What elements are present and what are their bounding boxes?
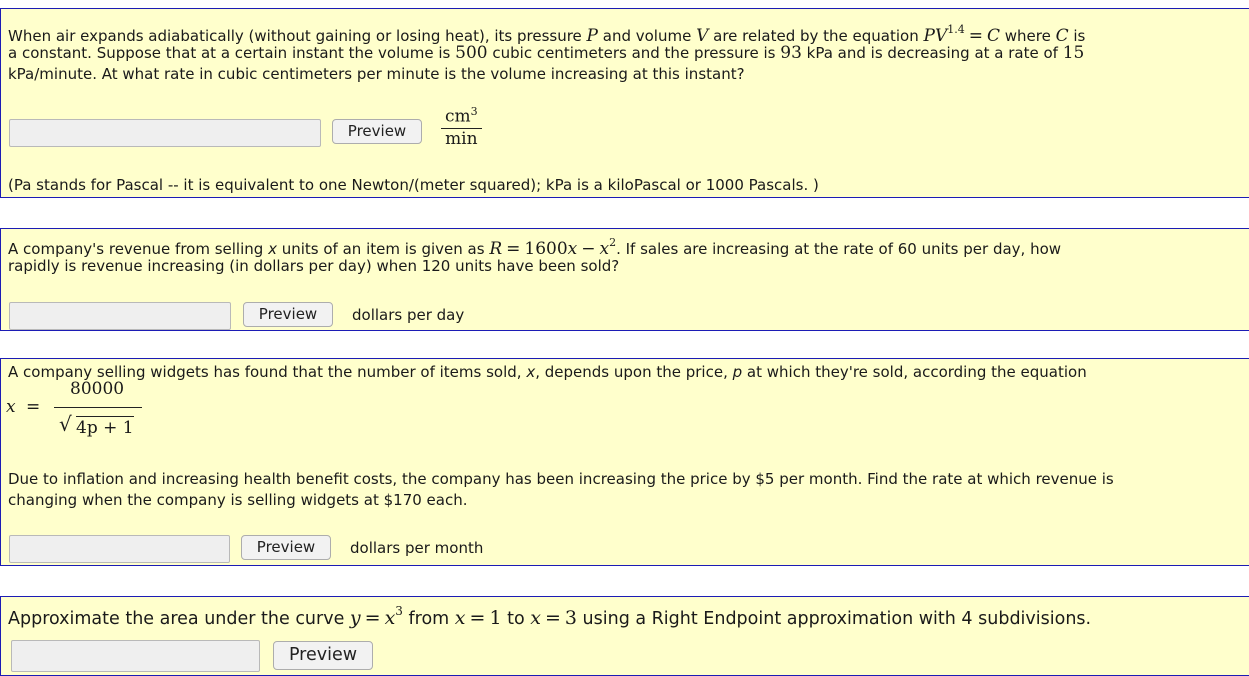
problem-2-text-line1: A company's revenue from selling x units of an item is given as $R = 1600x - x^2$. If sales are increasing at the rate of 60 units per day, how — [8, 236, 1062, 259]
unit-fraction-cm3-per-min: $cm^3$ min — [441, 101, 482, 150]
unit-label-3: dollars per month — [350, 539, 484, 557]
problem-1-text-line2: a constant. Suppose that at a certain instant the volume is 500 cubic centimeters and the pressure is 93 kPa and is decreasing at a rate of 15 — [8, 43, 1085, 63]
problem-2-text-line2: rapidly is revenue increasing (in dollars per day) when 120 units have been sold? — [8, 257, 620, 275]
answer-input-3[interactable] — [9, 535, 230, 563]
problem-3 — [0, 358, 1249, 566]
answer-input-2[interactable] — [9, 302, 231, 330]
answer-input-4[interactable] — [11, 640, 260, 672]
problem-3-para2-line1: Due to inflation and increasing health benefit costs, the company has been increasing the price by $5 per month. Find the rate at which revenue is — [8, 470, 1114, 488]
unit-label-2: dollars per day — [352, 306, 465, 324]
problem-3-para2-line2: changing when the company is selling widgets at $170 each. — [8, 491, 468, 509]
sqrt-symbol: √ — [59, 412, 72, 436]
problem-1-text-line1: When air expands adiabatically (without gaining or losing heat), its pressure P and volume V are related by the equation $PV^{1.4} = C$ where C is — [8, 23, 1086, 46]
equation-numerator: 80000 — [70, 379, 125, 399]
preview-button-2[interactable]: Preview — [243, 302, 333, 327]
problem-2 — [0, 228, 1249, 331]
preview-button-4[interactable]: Preview — [273, 641, 373, 670]
preview-button-3[interactable]: Preview — [241, 535, 331, 560]
equation-radicand: 4p + 1 — [76, 418, 134, 438]
problem-4-text: Approximate the area under the curve $y = x^3$ from x = 1 to x = 3 using a Right Endpoint approximation with 4 subdivisions. — [8, 604, 1092, 629]
preview-button-1[interactable]: Preview — [332, 119, 422, 144]
problem-3-equation: x = 80000 √ 4p + 1 — [6, 381, 166, 441]
answer-input-1[interactable] — [9, 119, 321, 147]
problem-3-text-line1: A company selling widgets has found that the number of items sold, x, depends upon the price, p at which they're sold, according the equation — [8, 363, 1087, 381]
problem-1 — [0, 8, 1249, 198]
problem-1-text-line3: kPa/minute. At what rate in cubic centimeters per minute is the volume increasing at this instant? — [8, 65, 745, 83]
problem-1-note: (Pa stands for Pascal -- it is equivalent to one Newton/(meter squared); kPa is a kiloPascal or 1000 Pascals. ) — [8, 176, 819, 194]
problem-4 — [0, 596, 1249, 676]
